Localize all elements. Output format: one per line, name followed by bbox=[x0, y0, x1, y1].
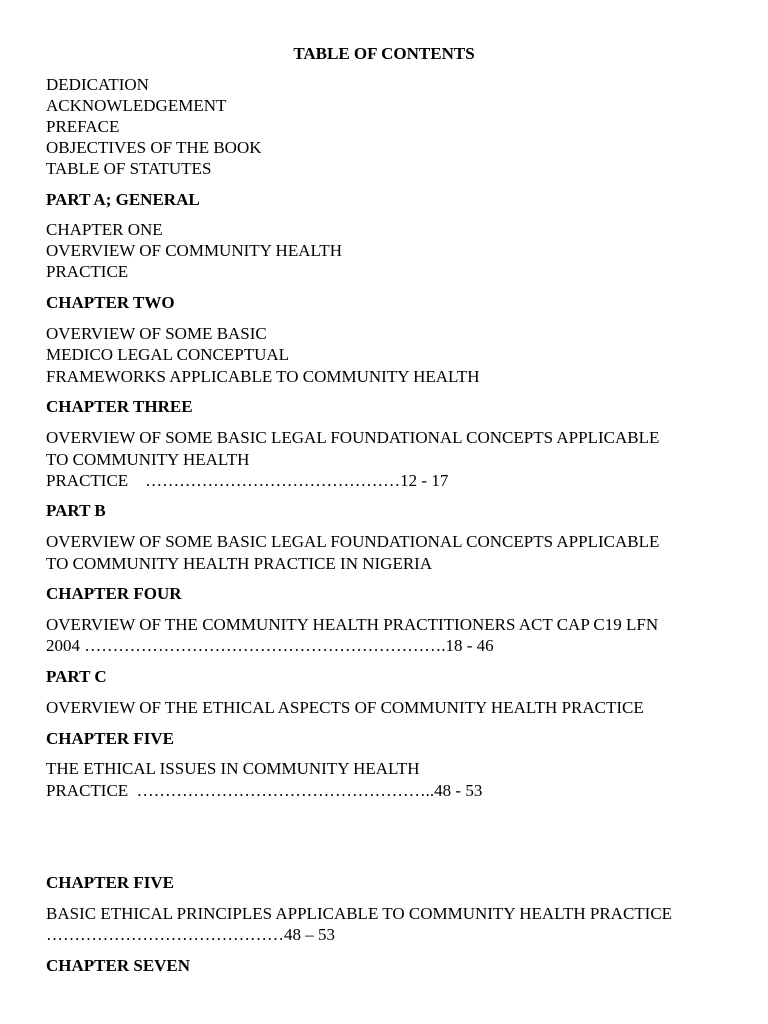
chapter-four-heading: CHAPTER FOUR bbox=[46, 584, 182, 603]
toc-entry-objectives: OBJECTIVES OF THE BOOK bbox=[46, 138, 262, 157]
toc-entry-dedication: DEDICATION bbox=[46, 75, 149, 94]
chapter-three-page-ref: PRACTICE ………………………………………12 - 17 bbox=[46, 471, 449, 490]
chapter-two-title-line: OVERVIEW OF SOME BASIC bbox=[46, 324, 267, 343]
part-b-heading: PART B bbox=[46, 501, 106, 520]
part-b-title-line: TO COMMUNITY HEALTH PRACTICE IN NIGERIA bbox=[46, 554, 433, 573]
chapter-two-heading: CHAPTER TWO bbox=[46, 293, 175, 312]
chapter-five-title-line: THE ETHICAL ISSUES IN COMMUNITY HEALTH bbox=[46, 759, 420, 778]
chapter-one-title-line: PRACTICE bbox=[46, 262, 129, 281]
chapter-seven-heading: CHAPTER SEVEN bbox=[46, 956, 191, 975]
part-c-heading: PART C bbox=[46, 667, 107, 686]
part-b-title-line: OVERVIEW OF SOME BASIC LEGAL FOUNDATIONAL CONCEPTS APPLICABLE bbox=[46, 532, 660, 551]
chapter-three-heading: CHAPTER THREE bbox=[46, 397, 193, 416]
toc-title: TABLE OF CONTENTS bbox=[293, 44, 475, 63]
chapter-two-title-line: FRAMEWORKS APPLICABLE TO COMMUNITY HEALTH bbox=[46, 367, 480, 386]
chapter-three-title-line: OVERVIEW OF SOME BASIC LEGAL FOUNDATIONAL CONCEPTS APPLICABLE bbox=[46, 428, 660, 447]
toc-entry-preface: PREFACE bbox=[46, 117, 120, 136]
chapter-four-title-line: OVERVIEW OF THE COMMUNITY HEALTH PRACTITIONERS ACT CAP C19 LFN bbox=[46, 615, 659, 634]
chapter-five-page-ref: PRACTICE ……………………………………………..48 - 53 bbox=[46, 781, 483, 800]
chapter-five-repeat-page-ref: ……………………………………48 – 53 bbox=[46, 925, 335, 944]
chapter-one-title-line: OVERVIEW OF COMMUNITY HEALTH bbox=[46, 241, 342, 260]
toc-entry-statutes: TABLE OF STATUTES bbox=[46, 159, 212, 178]
chapter-five-repeat-title-line: BASIC ETHICAL PRINCIPLES APPLICABLE TO COMMUNITY HEALTH PRACTICE bbox=[46, 904, 673, 923]
chapter-five-heading: CHAPTER FIVE bbox=[46, 729, 174, 748]
chapter-one-label: CHAPTER ONE bbox=[46, 220, 163, 239]
part-c-title-line: OVERVIEW OF THE ETHICAL ASPECTS OF COMMUNITY HEALTH PRACTICE bbox=[46, 698, 644, 717]
chapter-three-title-line: TO COMMUNITY HEALTH bbox=[46, 450, 250, 469]
chapter-two-title-line: MEDICO LEGAL CONCEPTUAL bbox=[46, 345, 290, 364]
chapter-five-repeat-heading: CHAPTER FIVE bbox=[46, 873, 174, 892]
chapter-four-page-ref: 2004 ……………………………………………………….18 - 46 bbox=[46, 636, 494, 655]
toc-entry-acknowledgement: ACKNOWLEDGEMENT bbox=[46, 96, 227, 115]
part-a-heading: PART A; GENERAL bbox=[46, 190, 200, 209]
